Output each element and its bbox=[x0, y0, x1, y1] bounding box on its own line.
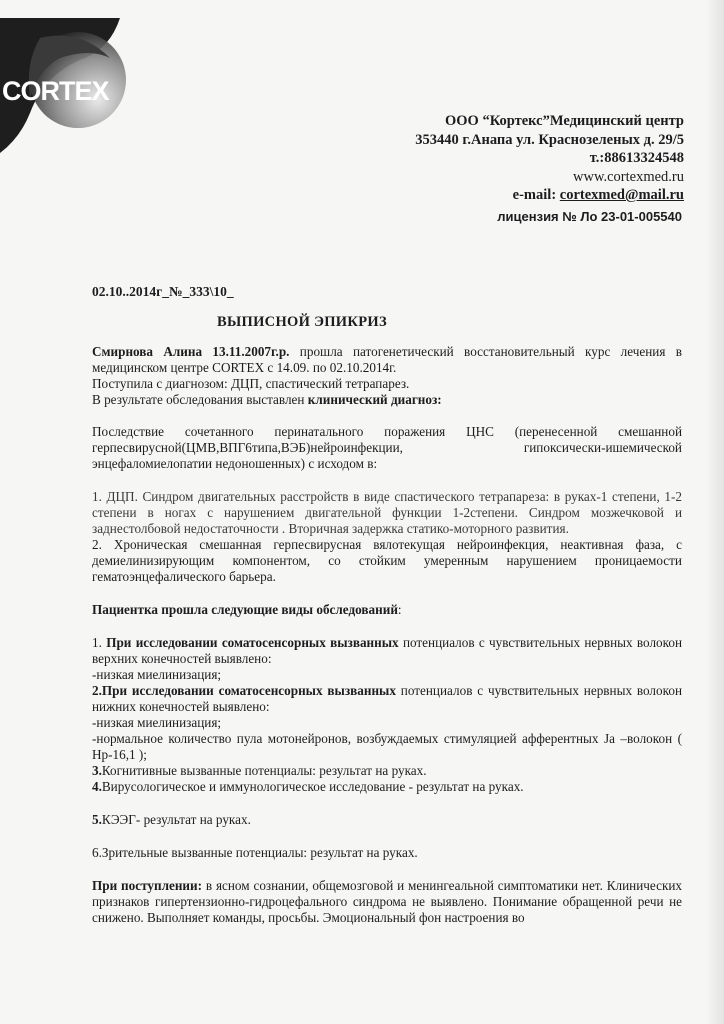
exam-1-bold: При исследовании соматосенсорных вызванных bbox=[106, 635, 399, 650]
exam-3-num: 3. bbox=[92, 763, 102, 778]
exam-4-text: Вирусологическое и иммунологическое исследование - результат на руках. bbox=[101, 779, 524, 794]
exam-item-3 bbox=[92, 763, 682, 779]
admission-diagnosis: Поступила с диагнозом: ДЦП, спастический тетрапарез. bbox=[92, 376, 410, 391]
exams-heading-colon: : bbox=[397, 602, 402, 617]
document-number: 02.10..2014г_№_333\10_ bbox=[92, 284, 234, 299]
org-phone: т.:88613324548 bbox=[589, 150, 684, 166]
exam-1-finding: -низкая миелинизация; bbox=[92, 667, 222, 682]
exams-heading bbox=[92, 602, 682, 618]
exam-item-4 bbox=[92, 779, 682, 795]
email-label: e-mail: bbox=[512, 187, 557, 203]
patient-name: Смирнова Алина 13.11.2007г.р. bbox=[92, 344, 290, 359]
email-link[interactable]: cortexmed@mail.ru bbox=[559, 187, 684, 203]
document-title: ВЫПИСНОЙ ЭПИКРИЗ bbox=[217, 314, 387, 330]
exam-1-text: потенциалов с чувствительных нервных волокон верхних конечностей выявлено: bbox=[92, 635, 683, 666]
org-name: ООО “Кортекс”Медицинский центр bbox=[445, 113, 684, 129]
admission-status-text: в ясном сознании, общемозговой и менингеальной симптоматики нет. Клинических признаков гипертензионно-гидроцефального синдрома не выявлено. Понимание обращенной речи не снижено. Выполняет команды, просьбы. Эмоциональный фон настроения во bbox=[92, 878, 682, 925]
exam-5-num: 5. bbox=[92, 812, 102, 827]
exam-item-6: 6.Зрительные вызванные потенциалы: результат на руках. bbox=[92, 845, 418, 860]
org-address: 353440 г.Анапа ул. Краснозеленых д. 29/5 bbox=[415, 131, 684, 148]
document-body bbox=[92, 344, 682, 926]
intro-paragraph bbox=[92, 344, 682, 376]
org-website: www.cortexmed.ru bbox=[573, 168, 684, 185]
clinical-lead-bold: клинический диагноз: bbox=[307, 392, 442, 407]
cortex-logo-icon bbox=[0, 18, 140, 158]
exam-2-text: потенциалов с чувствительных нервных волокон нижних конечностей выявлено: bbox=[92, 683, 682, 714]
exam-5-text: КЭЭГ- результат на руках. bbox=[101, 812, 251, 827]
consequence-paragraph: Последствие сочетанного перинатального поражения ЦНС (перенесенной смешанной герпесвирусной(ЦМВ,ВПГ6типа,ВЭБ)нейроинфекции, гипоксически-ишемической энцефаломиелопатии недоношенных) с исходом в: bbox=[92, 424, 682, 471]
exam-1-num: 1. bbox=[92, 635, 107, 650]
exams-heading-text: Пациентка прошла следующие виды обследований bbox=[92, 602, 398, 617]
exam-2-num: 2. bbox=[92, 683, 102, 698]
admission-status-paragraph bbox=[92, 878, 682, 926]
admission-status-bold: При поступлении: bbox=[92, 878, 203, 893]
license-number: лицензия № Ло 23-01-005540 bbox=[497, 209, 682, 224]
page-edge-shadow bbox=[706, 0, 724, 1024]
diagnosis-item-2: 2. Хроническая смешанная герпесвирусная вялотекущая нейроинфекция, неактивная фаза, с демиелинизирующим компонентом, со стойким умеренным нарушением проницаемости гематоэнцефалического барьера. bbox=[92, 537, 682, 584]
exam-2-finding-1: -низкая миелинизация; bbox=[92, 715, 222, 730]
organization-block bbox=[415, 112, 684, 205]
clinical-lead-text: В результате обследования выставлен bbox=[92, 392, 308, 407]
diagnosis-item-1: 1. ДЦП. Синдром двигательных расстройств в виде спастического тетрапареза: в руках-1 степени, 1-2 степени в ногах с нарушением двигательной функции 1-2степени. Синдром мозжечковой и заднестолбовой недостаточности . Вторичная задержка статико-моторного развития. bbox=[92, 489, 682, 536]
exam-3-text: Когнитивные вызванные потенциалы: результат на руках. bbox=[101, 763, 427, 778]
exam-4-num: 4. bbox=[92, 779, 102, 794]
exam-item-2 bbox=[92, 683, 682, 715]
exam-item-5 bbox=[92, 812, 682, 828]
exam-2-bold: При исследовании соматосенсорных вызванных bbox=[101, 683, 396, 698]
exam-2-finding-2: -нормальное количество пула мотонейронов, возбуждаемых стимуляцией афферентных Ja –волокон ( Нр-16,1 ); bbox=[92, 731, 682, 762]
intro-text: прошла патогенетический восстановительный курс лечения в медицинском центре CORTEX с 14.09. по 02.10.2014г. bbox=[92, 344, 682, 375]
clinical-diagnosis-lead bbox=[92, 392, 682, 408]
logo-text: CORTEX bbox=[2, 76, 109, 106]
org-email-line bbox=[415, 186, 684, 205]
exam-item-1 bbox=[92, 635, 682, 667]
